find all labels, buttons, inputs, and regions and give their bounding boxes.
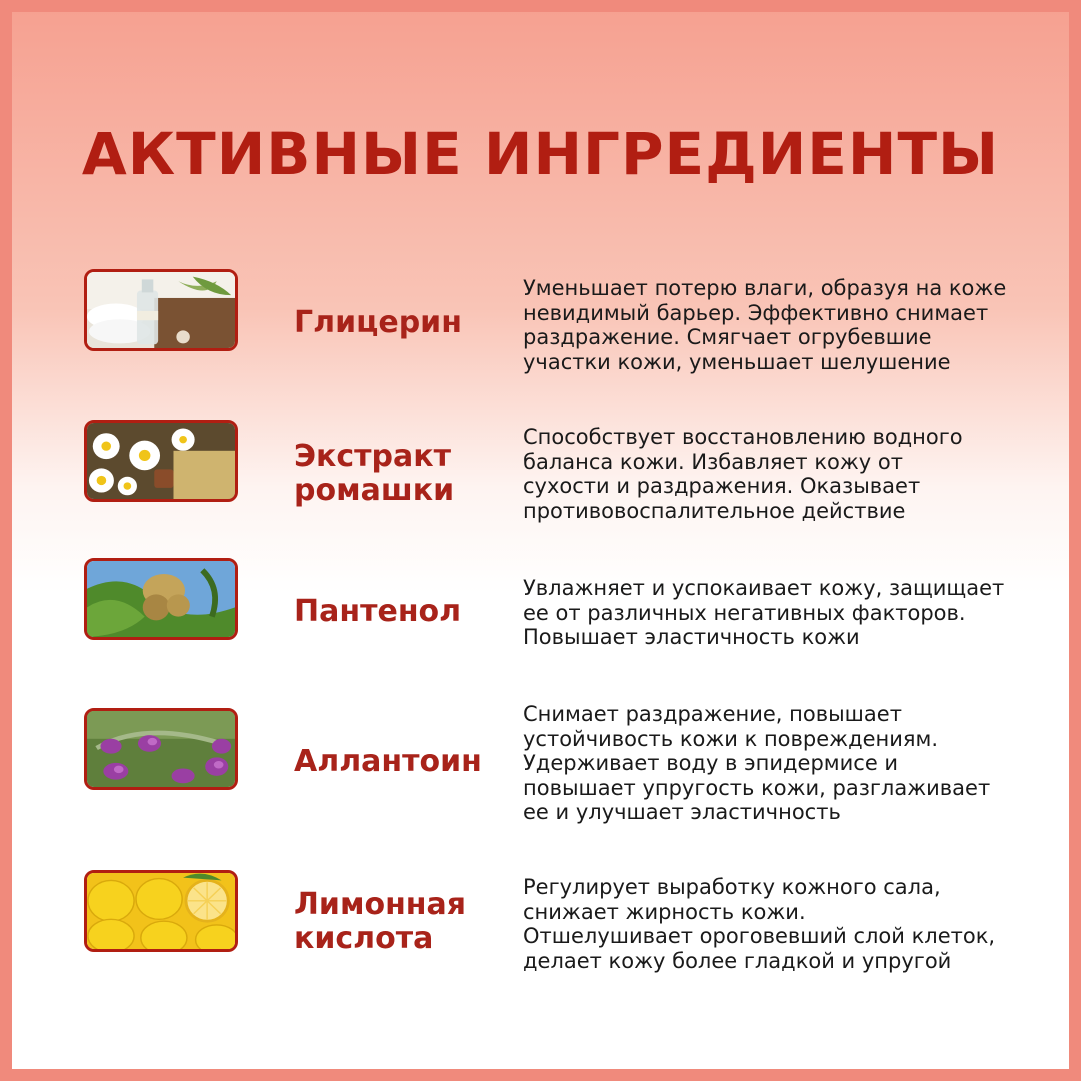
allantoin-image — [84, 708, 238, 790]
ingredient-description: Увлажняет и успокаивает кожу, защищает ее от различных негативных факторов. Повышает эластичность кожи — [523, 576, 1005, 649]
ingredient-description: Регулирует выработку кожного сала, снижает жирность кожи. Отшелушивает ороговевший слой клеток, делает кожу более гладкой и упругой — [523, 875, 996, 973]
panthenol-image — [84, 558, 238, 640]
ingredient-description: Способствует восстановлению водного баланса кожи. Избавляет кожу от сухости и раздражения. Оказывает противовоспалительное действие — [523, 425, 963, 523]
chamomile-image — [84, 420, 238, 502]
ingredient-name: Экстракт ромашки — [294, 439, 455, 508]
ingredient-name: Пантенол — [294, 594, 462, 629]
page-title: АКТИВНЫЕ ИНГРЕДИЕНТЫ — [81, 120, 1000, 188]
glycerin-image — [84, 269, 238, 351]
ingredient-description: Снимает раздражение, повышает устойчивость кожи к повреждениям. Удерживает воду в эпидермисе и повышает упругость кожи, разглаживает ее и улучшает эластичность — [523, 702, 991, 824]
ingredient-name: Аллантоин — [294, 744, 482, 779]
citric-acid-image — [84, 870, 238, 952]
ingredient-name: Лимонная кислота — [294, 887, 467, 956]
ingredient-name: Глицерин — [294, 305, 462, 340]
ingredient-description: Уменьшает потерю влаги, образуя на коже невидимый барьер. Эффективно снимает раздражение. Смягчает огрубевшие участки кожи, уменьшает шелушение — [523, 276, 1007, 374]
